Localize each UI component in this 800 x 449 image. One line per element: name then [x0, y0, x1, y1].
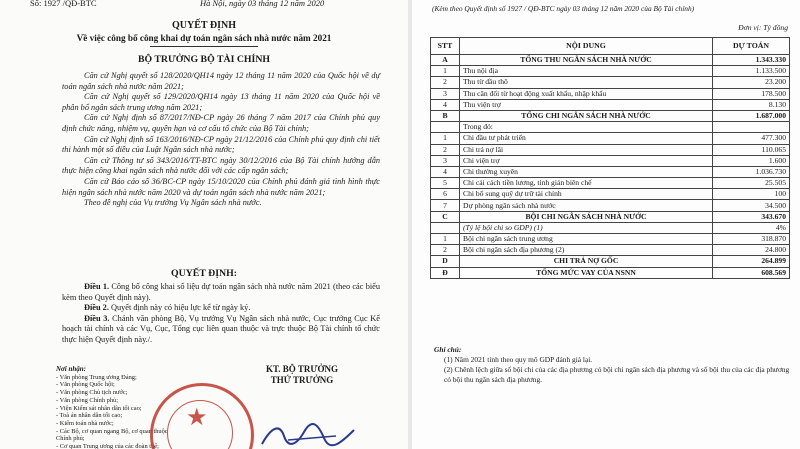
recipient-item: - Văn phòng Chính phủ; [56, 396, 119, 404]
table-row [431, 133, 790, 144]
row-content: Bội chi ngân sách địa phương (2) [460, 245, 713, 256]
row-content: TỔNG MỨC VAY CỦA NSNN [460, 267, 713, 278]
table-row [431, 88, 790, 99]
table-row [431, 178, 790, 189]
row-stt: 2 [431, 245, 460, 256]
row-value: 477.300 [713, 133, 790, 144]
row-content: CHI TRẢ NỢ GỐC [460, 256, 713, 267]
row-value: 178.500 [713, 88, 790, 99]
row-value: 318.870 [713, 234, 790, 245]
row-value: 34.500 [713, 200, 790, 211]
preamble-clause: Theo đề nghị của Vụ trưởng Vụ Ngân sách nhà nước. [84, 198, 262, 208]
row-content: TỔNG CHI NGÂN SÁCH NHÀ NƯỚC [460, 110, 713, 121]
row-value: 23.200 [713, 77, 790, 88]
row-stt: 4 [431, 166, 460, 177]
table-row [431, 77, 790, 88]
table-row [431, 99, 790, 110]
row-content: BỘI CHI NGÂN SÁCH NHÀ NƯỚC [460, 211, 713, 222]
table-row [431, 245, 790, 256]
row-value: 25.505 [713, 178, 790, 189]
row-stt: 2 [431, 77, 460, 88]
table-section-row [431, 55, 790, 66]
recipient-item: - Các Bộ, cơ quan ngang Bộ, cơ quan thuộc [56, 427, 168, 435]
signer-title: KT. BỘ TRƯỞNG [265, 364, 339, 374]
header-content: NỘI DUNG [460, 38, 713, 55]
doc-number: Số: 1927 /QĐ-BTC [30, 0, 97, 8]
note-item: (1) Năm 2021 tính theo quy mô GDP đánh giá lại. [444, 355, 593, 364]
signer-role: THỨ TRƯỞNG [270, 375, 334, 385]
row-value: 1.036.730 [713, 166, 790, 177]
row-value: 608.569 [713, 267, 790, 278]
row-value: 8.130 [713, 99, 790, 110]
recipients-label: Nơi nhận: [56, 365, 87, 373]
row-value [713, 122, 790, 133]
row-stt: 4 [431, 99, 460, 110]
row-content: Thu cân đối từ hoạt động xuất khẩu, nhập khẩu [460, 88, 713, 99]
preamble-clause: Căn cứ Báo cáo số 36/BC-CP ngày 15/10/2020 của Chính phủ đánh giá tình hình thực hiện ngân sách nhà nước năm 2020 và dự toán ngân sách nhà nước năm 2021; [62, 176, 380, 197]
row-content: Chi trả nợ lãi [460, 144, 713, 155]
note-item: (2) Chênh lệch giữa số bội chi của các địa phương có bội chi ngân sách địa phương và số bội thu của các địa phương có bội thu ngân sách địa phương. [444, 365, 790, 384]
row-value: 100 [713, 189, 790, 200]
preamble-clause: Căn cứ Nghị định số 87/2017/NĐ-CP ngày 26 tháng 7 năm 2017 của Chính phủ quy định chức năng, nhiệm vụ, quyền hạn và cơ cấu tổ chức của Bộ Tài chính; [62, 113, 380, 133]
table-row [431, 144, 790, 155]
decision-heading: QUYẾT ĐỊNH: [171, 268, 237, 279]
header-value: DỰ TOÁN [713, 38, 790, 55]
notes [434, 345, 794, 385]
row-stt: 3 [431, 88, 460, 99]
recipient-item: - Cơ quan Trung ương của các đoàn thể; [56, 443, 159, 449]
row-content: Trong đó: [460, 122, 713, 133]
row-stt: D [431, 256, 460, 267]
authority-heading: BỘ TRƯỞNG BỘ TÀI CHÍNH [137, 54, 271, 65]
row-stt: Đ [431, 267, 460, 278]
row-stt: A [431, 55, 460, 66]
row-stt: 7 [431, 200, 460, 211]
row-content: (Tỷ lệ bội chi so GDP) (1) [460, 222, 713, 233]
table-row [431, 189, 790, 200]
row-value: 1.600 [713, 155, 790, 166]
recipient-item: - Viện Kiểm sát nhân dân tối cao; [56, 404, 142, 412]
row-stt: 1 [431, 66, 460, 77]
row-stt: 5 [431, 178, 460, 189]
row-content: Thu nội địa [460, 66, 713, 77]
recipient-item: Chính phủ; [56, 435, 85, 443]
recipient-item: - Văn phòng Chủ tịch nước; [56, 389, 128, 397]
article-1: Điều 1. Công bố công khai số liệu dự toán ngân sách nhà nước năm 2021 (theo các biểu kèm theo Quyết định này). [62, 282, 380, 302]
preamble-clause: Căn cứ Nghị định số 163/2016/NĐ-CP ngày 21/12/2016 của Chính phủ quy định chi tiết thi hành một số điều của Luật Ngân sách nhà nước; [62, 134, 380, 155]
articles [62, 282, 380, 346]
preamble [62, 71, 380, 209]
row-stt [431, 222, 460, 233]
recipient-item: - Văn phòng Quốc hội; [56, 381, 115, 389]
preamble-clause: Căn cứ Thông tư số 343/2016/TT-BTC ngày 30/12/2016 của Bộ Tài chính hướng dẫn thực hiện công khai ngân sách nhà nước đối với các cấp ngân sách; [62, 155, 380, 176]
row-stt: 2 [431, 144, 460, 155]
unit-label: Đơn vị: Tỷ đồng [738, 23, 788, 32]
table-section-row [431, 110, 790, 121]
preamble-clause: Căn cứ Nghị quyết số 128/2020/QH14 ngày 12 tháng 11 năm 2020 của Quốc hội về dự toán ngân sách nhà nước năm 2021; [62, 71, 380, 91]
recipient-item: - Toà án nhân dân tối cao; [56, 412, 123, 420]
table-row [431, 66, 790, 77]
table-row [431, 166, 790, 177]
row-content: Chi bổ sung quỹ dự trữ tài chính [460, 189, 713, 200]
doc-title: QUYẾT ĐỊNH [172, 20, 236, 31]
row-stt [431, 122, 460, 133]
row-content: Chi viện trợ [460, 155, 713, 166]
row-content: Thu viện trợ [460, 99, 713, 110]
date-line: Hà Nội, ngày 03 tháng 12 năm 2020 [200, 0, 325, 8]
row-content: Chi đầu tư phát triển [460, 133, 713, 144]
table-row [431, 122, 790, 133]
row-stt: 1 [431, 234, 460, 245]
table-header-row [431, 38, 790, 55]
header-stt: STT [431, 38, 460, 55]
row-value: 1.133.500 [713, 66, 790, 77]
row-value: 1.687.000 [713, 110, 790, 121]
row-content: Chi cải cách tiền lương, tinh giản biên chế [460, 178, 713, 189]
table-section-row [431, 211, 790, 222]
row-content: Thu từ dầu thô [460, 77, 713, 88]
article-2: Điều 2. Quyết định này có hiệu lực kể từ ngày ký. [84, 303, 251, 313]
row-value: 264.899 [713, 256, 790, 267]
notes-label: Ghi chú: [434, 345, 462, 354]
doc-subtitle: Về việc công bố công khai dự toán ngân sách nhà nước năm 2021 [76, 33, 332, 43]
row-value: 110.065 [713, 144, 790, 155]
table-row [431, 222, 790, 233]
row-value: 343.670 [713, 211, 790, 222]
row-value: 4% [713, 222, 790, 233]
row-stt: 1 [431, 133, 460, 144]
table-row [431, 200, 790, 211]
recipient-item: - Văn phòng Trung ương Đảng; [56, 373, 137, 381]
row-stt: 3 [431, 155, 460, 166]
row-content: Dự phòng ngân sách nhà nước [460, 200, 713, 211]
budget-table [430, 37, 790, 279]
row-stt: B [431, 110, 460, 121]
signature-icon [258, 420, 368, 449]
row-stt: 6 [431, 189, 460, 200]
article-3: Điều 3. Chánh văn phòng Bộ, Vụ trưởng Vụ Ngân sách nhà nước, Cục trưởng Cục Kế hoạch tài chính và các Vụ, Cục, Tổng cục liên quan thuộc và trực thuộc Bộ Tài chính tổ chức thực hiện Quyết định này./. [62, 313, 380, 344]
row-value: 1.343.330 [713, 55, 790, 66]
recipient-item: - Kiểm toán nhà nước; [56, 419, 114, 427]
row-content: TỔNG THU NGÂN SÁCH NHÀ NƯỚC [460, 55, 713, 66]
official-seal-icon: ★ [150, 383, 254, 449]
row-content: Bội chi ngân sách trung ương [460, 234, 713, 245]
table-section-row [431, 267, 790, 278]
row-stt: C [431, 211, 460, 222]
preamble-clause: Căn cứ Nghị quyết số 129/2020/QH14 ngày 13 tháng 11 năm 2020 của Quốc hội về phân bổ ngân sách trung ương năm 2021; [62, 92, 380, 112]
table-section-row [431, 256, 790, 267]
row-value: 24.800 [713, 245, 790, 256]
row-content: Chi thường xuyên [460, 166, 713, 177]
table-row [431, 234, 790, 245]
attachment-caption: (Kèm theo Quyết định số 1927 / QĐ-BTC ngày 03 tháng 12 năm 2020 của Bộ Tài chính) [432, 4, 695, 13]
budget-table-page [412, 0, 800, 449]
table-row [431, 155, 790, 166]
